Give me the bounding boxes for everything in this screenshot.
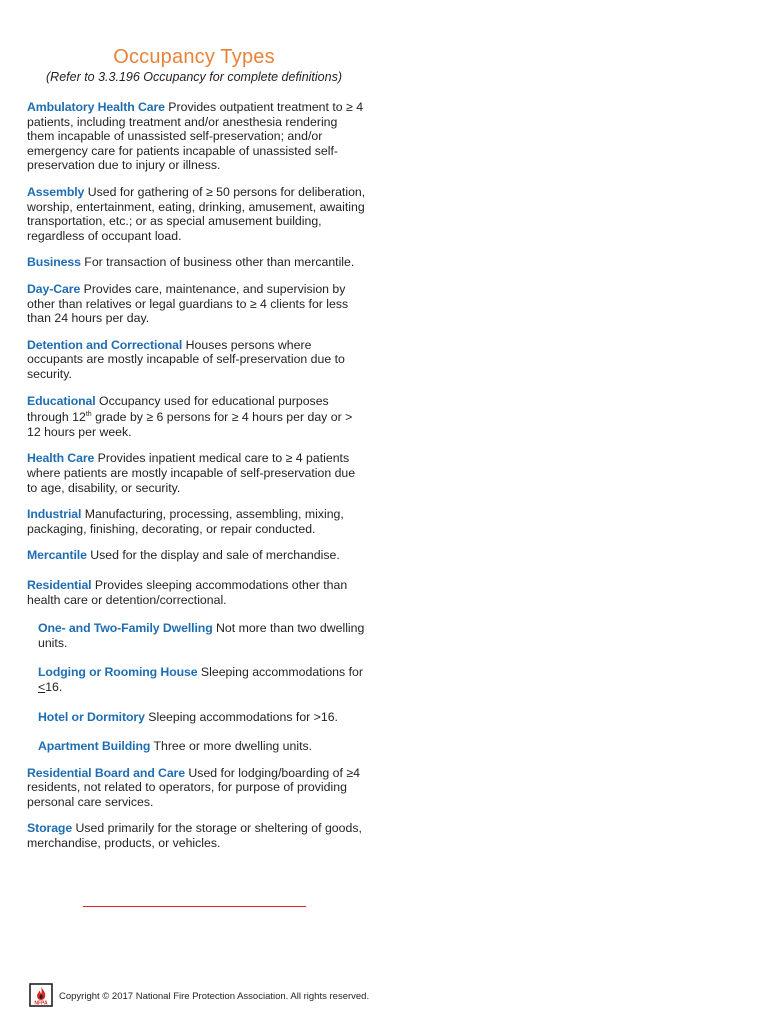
ordinal-suffix: th	[85, 411, 92, 419]
definition: Houses persons where occupants are mostly incapable of self-preservation due to security.	[27, 337, 345, 381]
entry-residential	[27, 578, 367, 607]
definition: Provides sleeping accommodations other than health care or detention/correctional.	[27, 577, 348, 607]
entry-storage	[27, 821, 367, 850]
term-mercantile: Mercantile	[27, 548, 87, 563]
entry-residential-board-care	[27, 766, 367, 810]
occupancy-list	[27, 100, 367, 863]
definition: Used for lodging/boarding of ≥4 residents, not related to operators, for purpose of providing personal care services.	[27, 765, 360, 809]
page-title: Occupancy Types	[113, 46, 275, 68]
term-residential-board-care: Residential Board and Care	[27, 765, 185, 780]
entry-educational	[27, 394, 367, 440]
entry-mercantile	[27, 548, 367, 563]
copyright-text: Copyright © 2017 National Fire Protection Association. All rights reserved.	[59, 991, 370, 1002]
entry-industrial	[27, 507, 367, 536]
entry-ambulatory-health-care	[27, 100, 367, 173]
term-one-two-family-dwelling: One- and Two-Family Dwelling	[38, 621, 213, 636]
term-industrial: Industrial	[27, 507, 82, 522]
definition-part-2: grade by ≥ 6 persons for ≥ 4 hours per day or > 12 hours per week.	[27, 410, 353, 439]
entry-one-two-family-dwelling	[38, 621, 367, 650]
term-day-care: Day-Care	[27, 281, 81, 296]
definition: Used for the display and sale of merchandise.	[86, 548, 340, 563]
entry-detention-correctional	[27, 338, 367, 382]
term-hotel-dormitory: Hotel or Dormitory	[38, 709, 145, 724]
entry-lodging-rooming-house	[38, 665, 367, 694]
definition: Provides care, maintenance, and supervision by other than relatives or legal guardians to ≥ 4 clients for less than 24 hours per day.	[27, 281, 349, 326]
entry-assembly	[27, 185, 367, 243]
term-lodging-rooming-house: Lodging or Rooming House	[38, 665, 198, 680]
term-educational: Educational	[27, 393, 96, 408]
entry-hotel-dormitory	[38, 710, 367, 725]
definition: Manufacturing, processing, assembling, mixing, packaging, finishing, decorating, or repair conducted.	[27, 507, 344, 536]
definition: Used primarily for the storage or sheltering of goods, merchandise, products, or vehicles.	[27, 821, 362, 851]
definition: For transaction of business other than mercantile.	[80, 255, 355, 270]
entry-day-care	[27, 282, 367, 326]
term-apartment-building: Apartment Building	[38, 739, 151, 754]
definition: Provides inpatient medical care to ≥ 4 patients where patients are mostly incapable of self-preservation due to age, disability, or security.	[27, 451, 356, 495]
logo-text: NFPA	[34, 1000, 48, 1007]
less-than-underlined: <	[38, 679, 46, 694]
definition-part-2: 16.	[45, 679, 63, 694]
definition: Sleeping accommodations for >16.	[144, 709, 338, 724]
definition: Not more than two dwelling units.	[38, 621, 365, 650]
definition: Provides outpatient treatment to ≥ 4 patients, including treatment and/or anesthesia rendering them incapable of unassisted self-preservation; and/or emergency care for patients incapable of unassisted self-preservation due to injury or illness.	[27, 100, 364, 173]
red-divider	[83, 906, 306, 907]
term-business: Business	[27, 255, 81, 270]
term-assembly: Assembly	[27, 184, 85, 199]
term-ambulatory-health-care: Ambulatory Health Care	[27, 100, 165, 114]
footer	[29, 983, 369, 1007]
term-detention-correctional: Detention and Correctional	[27, 337, 183, 352]
nfpa-logo-icon	[29, 983, 53, 1007]
entry-business	[27, 255, 367, 270]
definition-part-1: Sleeping accommodations for	[197, 665, 363, 680]
definition-part-1: Occupancy used for educational purposes through 12	[27, 393, 329, 425]
term-residential: Residential	[27, 577, 92, 592]
term-health-care: Health Care	[27, 451, 95, 466]
definition: Used for gathering of ≥ 50 persons for deliberation, worship, entertainment, eating, drinking, amusement, awaiting transportation, etc.; or as special amusement building, regardless of occupant load.	[27, 184, 366, 243]
definition: Three or more dwelling units.	[150, 739, 313, 754]
entry-apartment-building	[38, 739, 367, 754]
entry-health-care	[27, 451, 367, 495]
page-subtitle: (Refer to 3.3.196 Occupancy for complete definitions)	[46, 70, 342, 84]
term-storage: Storage	[27, 821, 73, 836]
